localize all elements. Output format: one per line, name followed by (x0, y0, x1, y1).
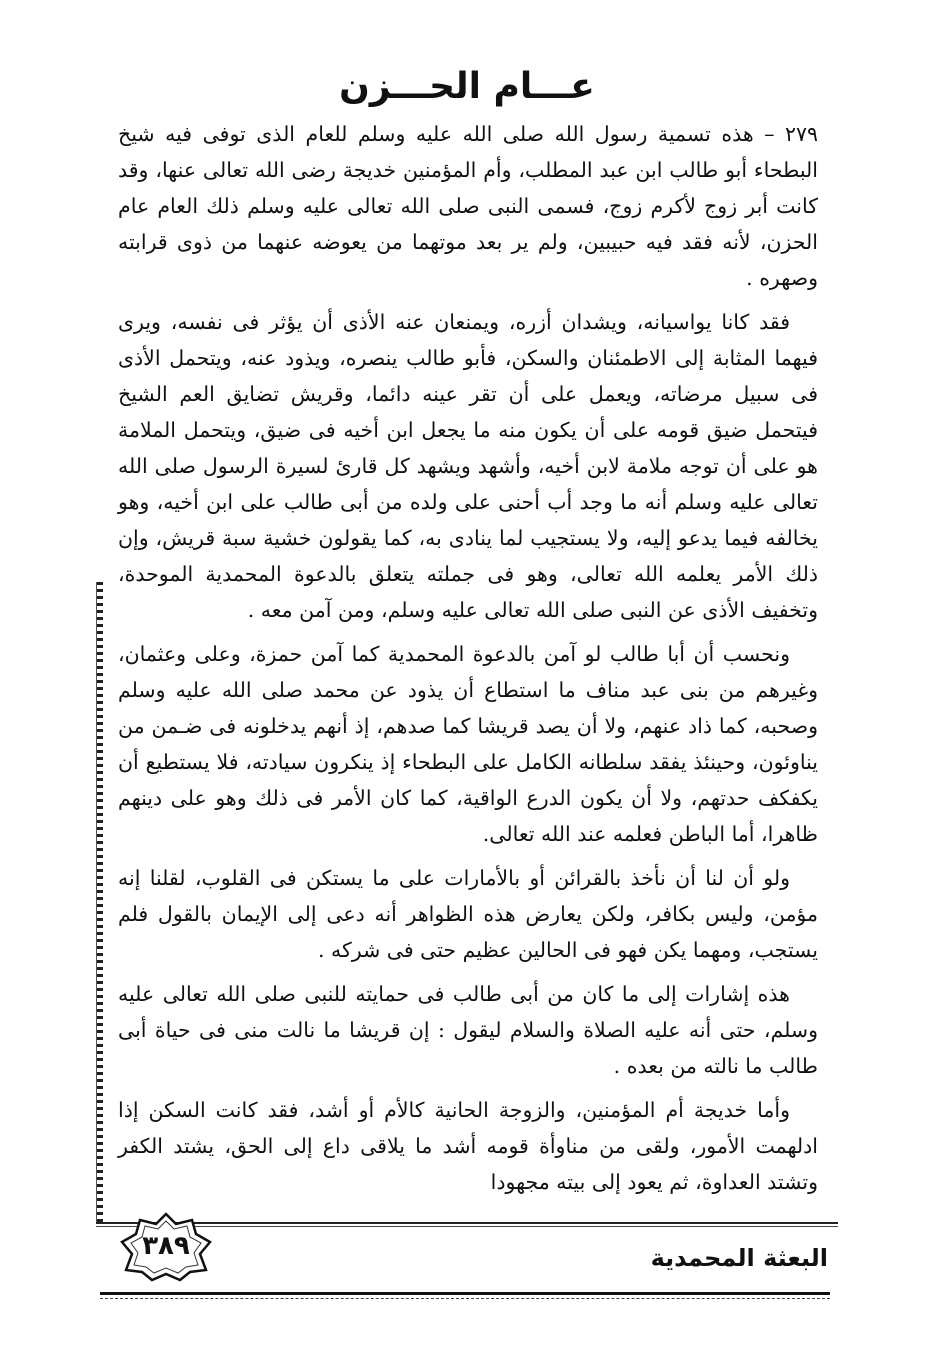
page-number: ٣٨٩ (142, 1231, 190, 1261)
paragraph-4: ولو أن لنا أن نأخذ بالقرائن أو بالأمارات على ما يستكن فى القلوب، لقلنا إنه مؤمن، وليس بكافر، ولكن يعارض هذه الظواهر أنه دعى إلى الإيمان بالقول فلم يستجب، ومهما يكن فهو فى الحالين عظيم حتى فى شركه . (118, 866, 818, 962)
paragraph-3: ونحسب أن أبا طالب لو آمن بالدعوة المحمدية كما آمن حمزة، وعلى وعثمان، وغيرهم من بنى عبد مناف ما استطاع أن يذود عن محمد صلى الله عليه وسلم وصحبه، كما ذاد عنهم، ولا أن يصد قريشا كما صدهم، إذ أنهم يدخلونه فى ضـمن من يناوئون، وحينئذ يفقد سلطانه الكامل على البطحاء إذ ينكرون سيادته، فلا يستطيع أن يكفكف حدتهم، ولا أن يكون الدرع الواقية، كما كان الأمر فى ذلك وهو على دينهم ظاهرا، أما الباطن فعلمه عند الله تعالى. (118, 642, 818, 846)
footer-rule (100, 1292, 830, 1295)
book-title: البعثة المحمدية (650, 1244, 828, 1272)
page-title: عـــام الحـــزن (339, 66, 595, 107)
body-text (118, 116, 818, 1208)
paragraph-5: هذه إشارات إلى ما كان من أبى طالب فى حمايته للنبى صلى الله تعالى عليه وسلم، حتى أنه عليه الصلاة والسلام ليقول : إن قريشا ما نالت منى فى حياة أبى طالب ما نالته من بعده . (118, 982, 818, 1078)
paragraph-6: وأما خديجة أم المؤمنين، والزوجة الحانية كالأم أو أشد، فقد كانت السكن إذا ادلهمت الأمور، ولقى من مناوأة قومه أشد ما يلاقى داع إلى الحق، يشتد الكفر وتشتد العداوة، ثم يعود إلى بيته مجهودا (118, 1098, 818, 1194)
paragraph-2: فقد كانا يواسيانه، ويشدان أزره، ويمنعان عنه الأذى أن يؤثر فى نفسه، ويرى فيهما المثابة إلى الاطمئنان والسكن، فأبو طالب ينصره، ويذود عنه، ويتحمل الأذى فى سبيل مرضاته، ويعمل على أن تقر عينه دائما، وقريش تضايق العم الشيخ فيتحمل ضيق قومه على أن يكون منه ما يجعل ابن أخيه فى ضيق، ويتحمل الملامة هو على أن توجه ملامة لابن أخيه، وأشهد ويشهد كل قارئ لسيرة الرسول صلى الله تعالى عليه وسلم أنه ما وجد أب أحنى على ولده من أبى طالب على ابن أخيه، وهو يخالفه فيما يدعو إليه، ولا يستجيب لما ينادى به، كما يقولون خشية سبة قريش، وإن ذلك الأمر يعلمه الله تعالى، وهو فى جملته يتعلق بالدعوة المحمدية الموحدة، وتخفيف الأذى عن النبى صلى الله تعالى عليه وسلم، ومن آمن معه . (118, 310, 818, 622)
paragraph-1: ٢٧٩ – هذه تسمية رسول الله صلى الله عليه وسلم للعام الذى توفى فيه شيخ البطحاء أبو طالب ابن عبد المطلب، وأم المؤمنين خديجة رضى الله تعالى عنها، وقد كانت أبر زوج لأكرم زوج، فسمى النبى صلى الله تعالى عليه وسلم ذلك العام عام الحزن، لأنه فقد فيه حبيبين، ولم ير بعد موتهما من يعوضه عنهما من ذوى قرابته وصهره . (118, 122, 818, 290)
decorative-border-left (96, 582, 103, 1222)
footer-rule-dashed (100, 1298, 830, 1299)
